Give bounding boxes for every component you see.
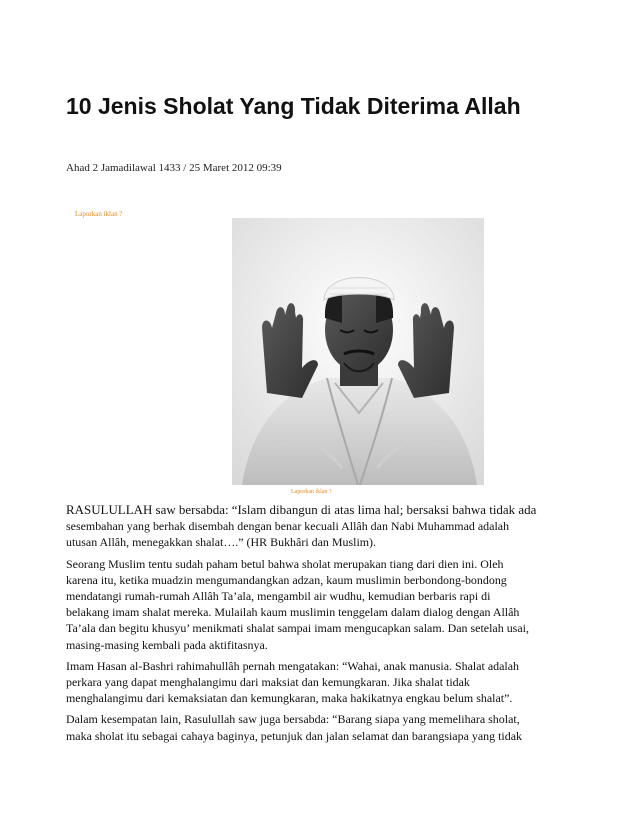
article-date: Ahad 2 Jamadilawal 1433 / 25 Maret 2012 09:39 bbox=[66, 162, 282, 174]
text-line: perkara yang dapat menghalangimu dari maksiat dan kemungkaran. Jika shalat tidak bbox=[66, 675, 470, 690]
paragraph bbox=[66, 711, 576, 743]
text-line: Seorang Muslim tentu sudah paham betul bahwa sholat merupakan tiang dari dien ini. Oleh bbox=[66, 556, 504, 571]
report-ad-link[interactable]: Laporkan iklan ? bbox=[75, 210, 123, 218]
text-line: masing-masing kembali pada aktifitasnya. bbox=[66, 637, 268, 652]
text-line: sesembahan yang berhak disembah dengan benar kecuali Allâh dan Nabi Muhammad adalah bbox=[66, 519, 510, 534]
report-ad-link[interactable]: Laporkan iklan ? bbox=[291, 489, 332, 495]
text-line: maka sholat itu sebagai cahaya baginya, petunjuk dan jalan selamat dan barangsiapa yang tidak bbox=[66, 728, 523, 743]
paragraph bbox=[66, 556, 576, 653]
text-line: mendatangi rumah-rumah Allâh Ta’ala, mengambil air wudhu, kemudian berbaris rapi di bbox=[66, 589, 491, 604]
paragraph bbox=[66, 502, 576, 551]
text-line: RASULULLAH saw bersabda: “Islam dibangun di atas lima hal; bersaksi bahwa tidak ada bbox=[66, 502, 537, 517]
text-line: belakang imam shalat mereka. Mulailah kaum muslimin tenggelam dalam dialog dengan Allâh bbox=[66, 605, 520, 620]
praying-man-photo bbox=[232, 218, 484, 485]
text-line: utusan Allâh, menegakkan shalat….” (HR Bukhâri dan Muslim). bbox=[66, 535, 377, 550]
text-line: Ta’ala dan begitu khusyu’ menikmati shalat sampai imam mengucapkan salam. Dan setelah usai, bbox=[66, 621, 529, 636]
text-line: karena itu, ketika muadzin mengumandangkan adzan, kaum muslimin berbondong-bondong bbox=[66, 572, 507, 587]
text-line: menghalangimu dari kemaksiatan dan kemungkaran, maka hakikatnya engkau belum shalat”. bbox=[66, 691, 513, 706]
text-line: Dalam kesempatan lain, Rasulullah saw juga bersabda: “Barang siapa yang memelihara sholat, bbox=[66, 712, 520, 727]
article-body bbox=[66, 502, 576, 749]
paragraph bbox=[66, 658, 576, 707]
article-title: 10 Jenis Sholat Yang Tidak Diterima Allah bbox=[66, 93, 521, 119]
text-line: Imam Hasan al-Bashri rahimahullâh pernah mengatakan: “Wahai, anak manusia. Shalat adalah bbox=[66, 658, 520, 673]
